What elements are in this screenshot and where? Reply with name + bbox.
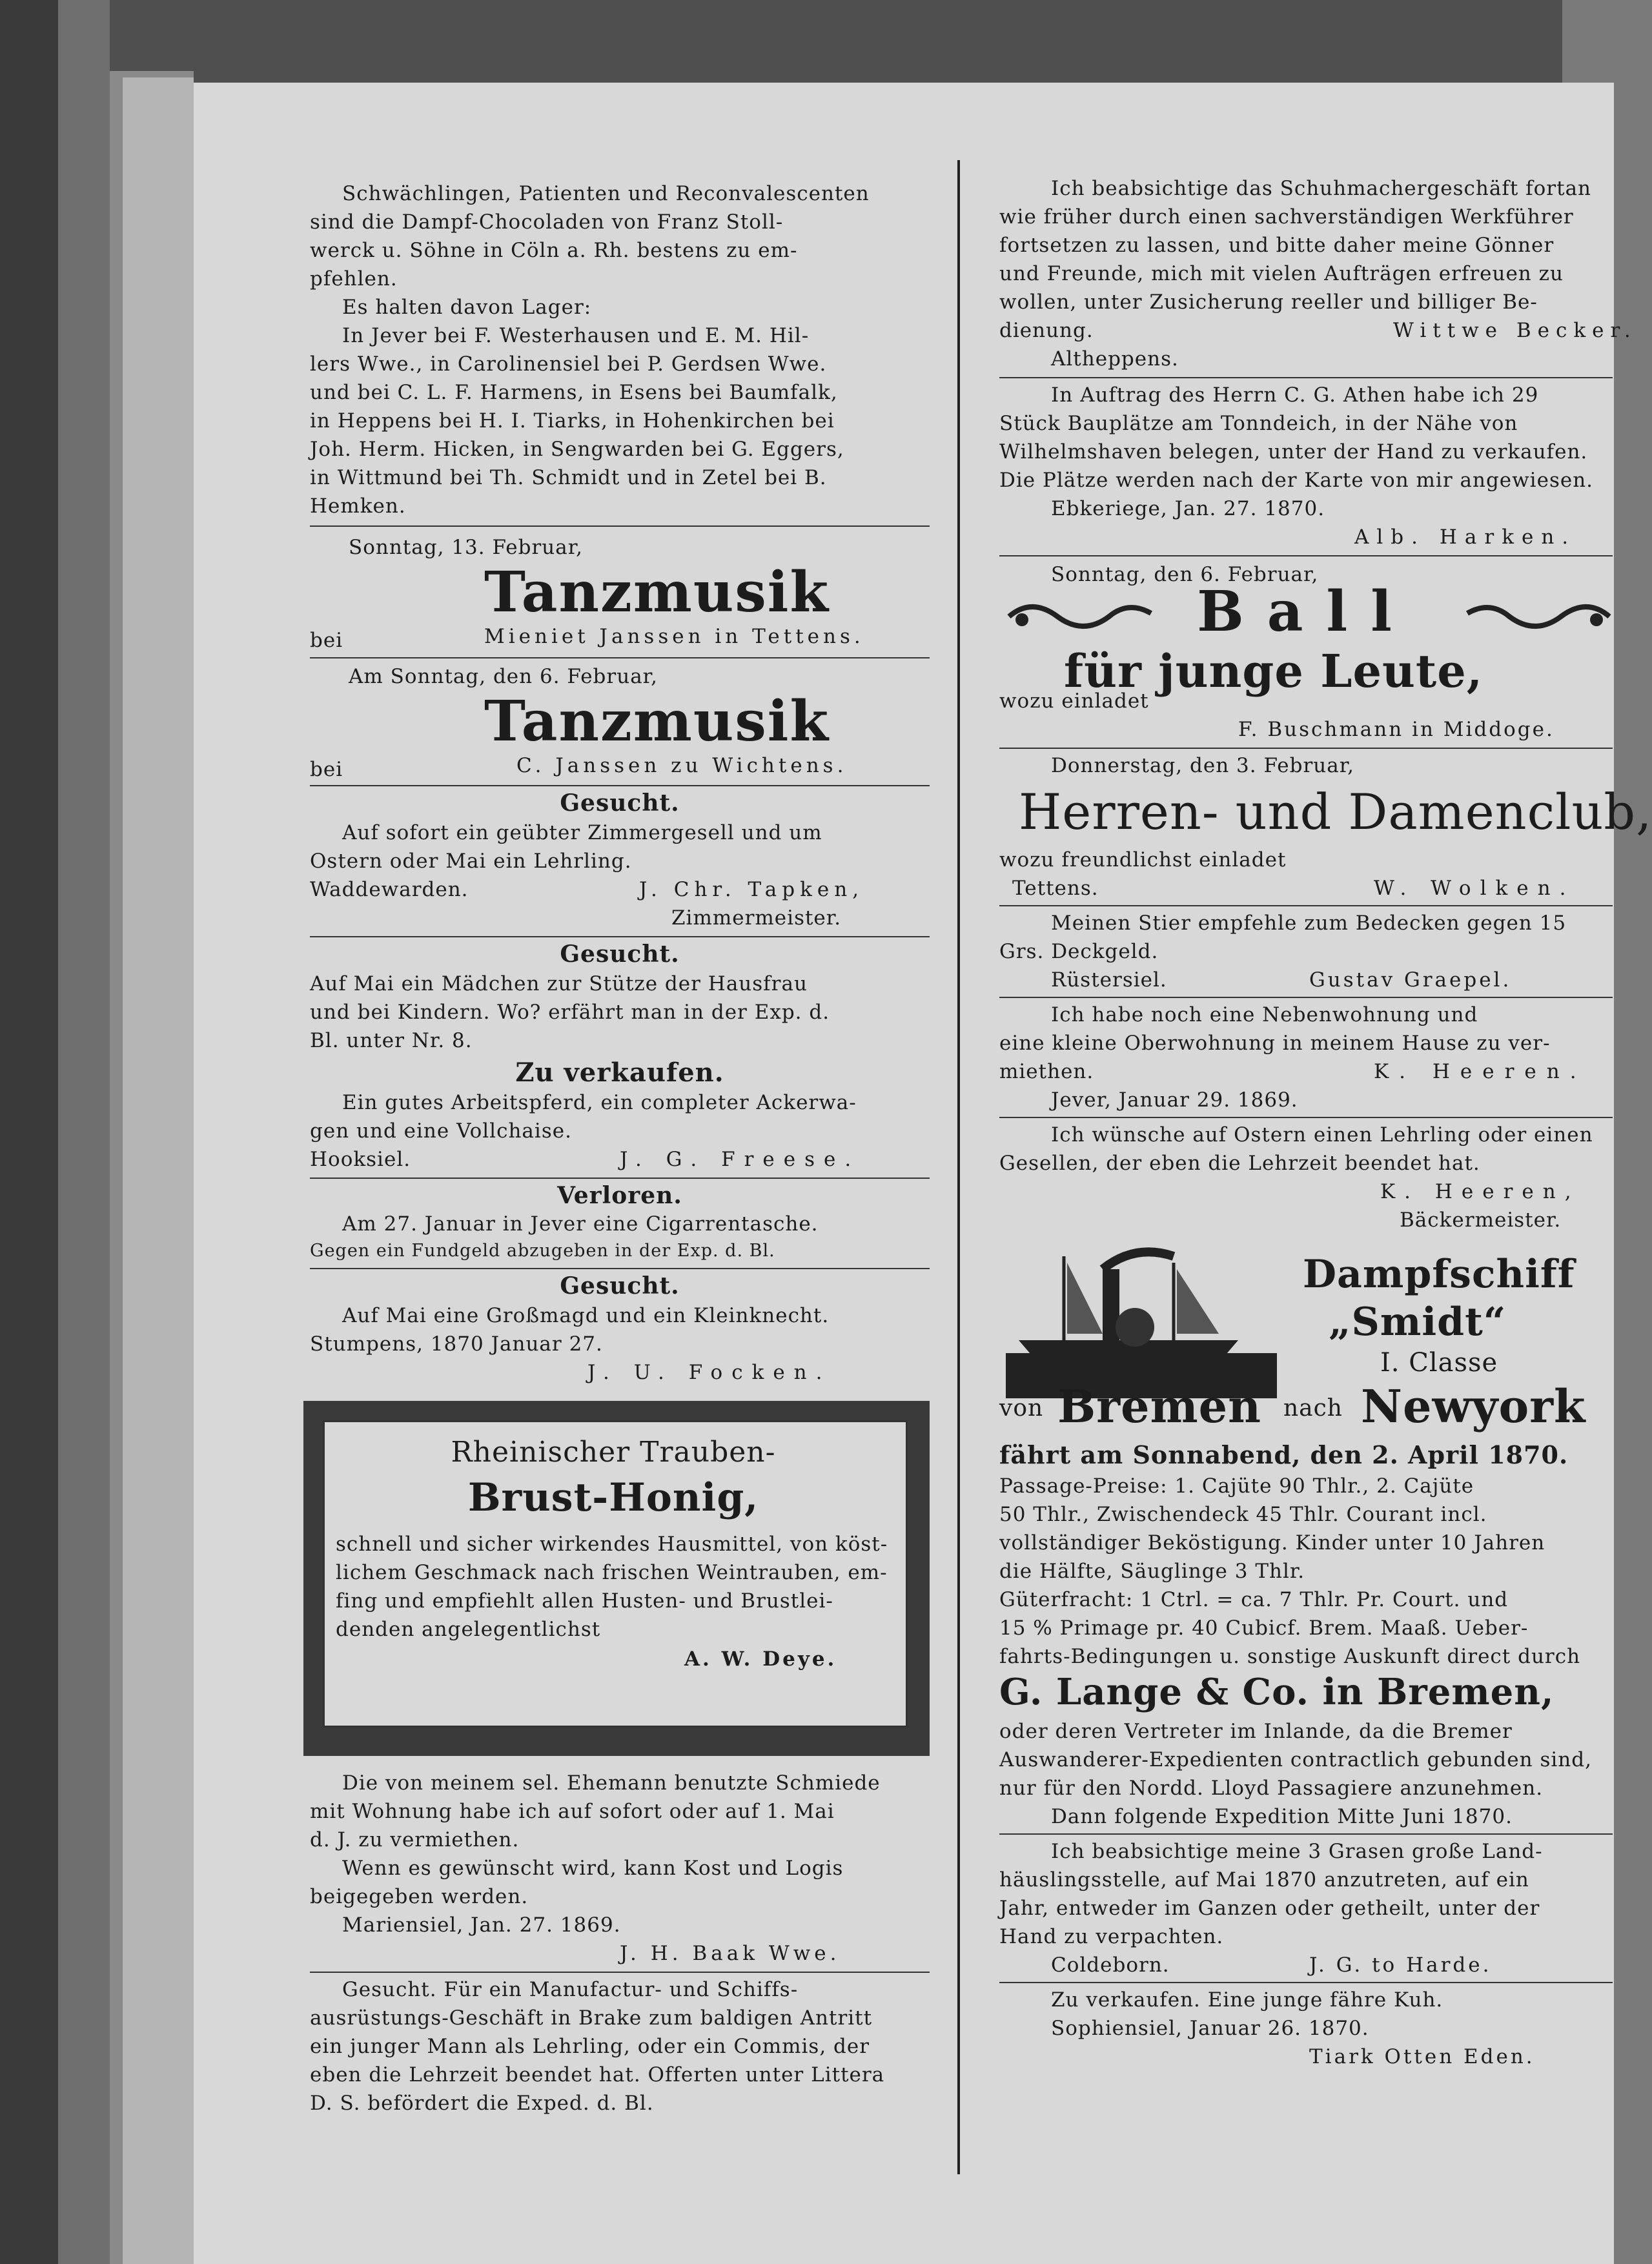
text-line: Gesucht. Für ein Manufactur- und Schiffs-: [342, 1978, 799, 2001]
text-line: nur für den Nordd. Lloyd Passagiere anzunehmen.: [999, 1777, 1544, 1800]
text-line: In Jever bei F. Westerhausen und E. M. Hil-: [342, 324, 810, 347]
text-line: Am 27. Januar in Jever eine Cigarrentasche.: [342, 1212, 819, 1236]
ship-class: I. Classe: [1380, 1348, 1498, 1378]
divider-rule: [999, 555, 1613, 556]
text-line: Joh. Herm. Hicken, in Sengwarden bei G. Eggers,: [310, 438, 844, 461]
event-date: Donnerstag, den 3. Februar,: [1051, 754, 1354, 777]
ad-heading: Gesucht.: [560, 941, 680, 968]
text-line: Die von meinem sel. Ehemann benutzte Schmiede: [342, 1771, 881, 1795]
text-line: mit Wohnung habe ich auf sofort oder auf 1. Mai: [310, 1800, 835, 1823]
text-line: Gesellen, der eben die Lehrzeit beendet hat.: [999, 1152, 1480, 1175]
text-line: werck u. Söhne in Cöln a. Rh. bestens zu em-: [310, 239, 798, 262]
ad-signature: Wittwe Becker.: [1393, 319, 1637, 342]
text-line: Ich wünsche auf Ostern einen Lehrling oder einen: [1051, 1123, 1593, 1147]
text-line: dienung.: [999, 319, 1094, 342]
ad-signature: K. Heeren.: [1374, 1060, 1587, 1083]
text-line: Passage-Preise: 1. Cajüte 90 Thlr., 2. Cajüte: [999, 1474, 1474, 1498]
text-line: lers Wwe., in Carolinensiel bei P. Gerdsen Wwe.: [310, 352, 827, 376]
event-title: Tanzmusik: [484, 560, 830, 625]
ad-place: Hooksiel.: [310, 1148, 411, 1171]
ball-subtitle: für junge Leute,: [1064, 644, 1484, 698]
text-line: Ich habe noch eine Nebenwohnung und: [1051, 1003, 1478, 1026]
divider-rule: [999, 377, 1613, 378]
text-line: schnell und sicher wirkendes Hausmittel, von köst-: [336, 1533, 888, 1556]
text-line: gen und eine Vollchaise.: [310, 1119, 572, 1143]
text-line: Auf Mai ein Mädchen zur Stütze der Hausfrau: [310, 972, 808, 995]
ad-signature: Tiark Otten Eden.: [1309, 2045, 1535, 2068]
ornament-right-icon: [1464, 594, 1613, 639]
text-line: vollständiger Beköstigung. Kinder unter 10 Jahren: [999, 1531, 1545, 1555]
text-line: Ein gutes Arbeitspferd, ein completer Ackerwa-: [342, 1091, 857, 1114]
text-line: Wilhelmshaven belegen, unter der Hand zu verkaufen.: [999, 440, 1588, 464]
ship-title: Dampfschiff: [1303, 1252, 1575, 1297]
ad-heading: Zu verkaufen.: [515, 1057, 724, 1088]
newspaper-page: [194, 83, 1652, 2264]
text-line: Stück Bauplätze am Tonndeich, in der Nähe von: [999, 412, 1518, 435]
event-date: Sonntag, 13. Februar,: [349, 536, 584, 559]
ad-place: Tettens.: [1012, 877, 1099, 900]
text-line: Zu verkaufen. Eine junge fähre Kuh.: [1051, 1988, 1443, 2012]
divider-rule: [310, 1972, 930, 1973]
ornament-left-icon: [1006, 594, 1154, 639]
ad-signature: J. Chr. Tapken,: [639, 878, 864, 901]
text-line: miethen.: [999, 1060, 1094, 1083]
ad-place: Coldeborn.: [1051, 1953, 1170, 1977]
text-line: Mariensiel, Jan. 27. 1869.: [342, 1913, 621, 1937]
text-line: sind die Dampf-Chocoladen von Franz Stoll-: [310, 210, 784, 234]
event-host: C. Janssen zu Wichtens.: [516, 754, 848, 777]
divider-rule: [310, 1178, 930, 1179]
steamship-icon: [1006, 1243, 1277, 1398]
text-line: wie früher durch einen sachverständigen Werkführer: [999, 205, 1574, 229]
divider-rule: [999, 1117, 1613, 1118]
text-line: die Hälfte, Säuglinge 3 Thlr.: [999, 1560, 1305, 1583]
event-host: W. Wolken.: [1374, 877, 1575, 900]
text-line: Stumpens, 1870 Januar 27.: [310, 1332, 603, 1356]
ad-heading: Gesucht.: [560, 790, 680, 817]
event-date: Sonntag, den 6. Februar,: [1051, 563, 1319, 586]
text-line: eine kleine Oberwohnung in meinem Hause zu ver-: [999, 1032, 1551, 1055]
text-line: Gegen ein Fundgeld abzugeben in der Exp. d. Bl.: [310, 1241, 775, 1261]
text-line: Dann folgende Expedition Mitte Juni 1870.: [1051, 1805, 1513, 1828]
event-host: F. Buschmann in Middoge.: [1238, 718, 1555, 741]
text-line: Ebkeriege, Jan. 27. 1870.: [1051, 497, 1325, 520]
club-wozu: wozu freundlichst einladet: [999, 848, 1287, 872]
text-line: Hemken.: [310, 495, 406, 518]
divider-rule: [999, 1833, 1613, 1835]
ad-signature: J. G. Freese.: [620, 1148, 861, 1171]
text-line: Ich beabsichtige das Schuhmachergeschäft fortan: [1051, 177, 1592, 200]
text-line: Güterfracht: 1 Ctrl. = ca. 7 Thlr. Pr. Court. und: [999, 1588, 1509, 1611]
honey-title-2: Brust-Honig,: [467, 1475, 759, 1520]
ad-signature: Gustav Graepel.: [1309, 968, 1512, 992]
ad-place: Altheppens.: [1051, 347, 1179, 371]
divider-rule: [999, 1982, 1613, 1983]
event-bei: bei: [310, 758, 343, 781]
ad-signature: J. U. Focken.: [587, 1361, 831, 1384]
text-line: in Wittmund bei Th. Schmidt und in Zetel bei B.: [310, 466, 827, 489]
ad-role: Bäckermeister.: [1400, 1208, 1562, 1232]
ad-date: Jever, Januar 29. 1869.: [1051, 1088, 1298, 1112]
text-line: oder deren Vertreter im Inlande, da die Bremer: [999, 1720, 1513, 1743]
text-line: beigegeben werden.: [310, 1885, 529, 1908]
column-divider: [957, 160, 960, 2174]
text-line: D. S. befördert die Exped. d. Bl.: [310, 2092, 654, 2115]
ship-firm: G. Lange & Co. in Bremen,: [999, 1671, 1555, 1713]
event-title: Tanzmusik: [484, 689, 830, 754]
text-line: Hand zu verpachten.: [999, 1925, 1224, 1948]
text-line: Wenn es gewünscht wird, kann Kost und Logis: [342, 1857, 844, 1880]
ad-heading: Gesucht.: [560, 1272, 680, 1300]
honey-title-1: Rheinischer Trauben-: [451, 1436, 776, 1469]
text-line: Auf Mai eine Großmagd und ein Kleinknecht.: [342, 1304, 830, 1327]
text-line: Auswanderer-Expedienten contractlich gebunden sind,: [999, 1748, 1592, 1771]
event-bei: bei: [310, 629, 343, 652]
ship-name: „Smidt“: [1329, 1300, 1507, 1345]
text-line: Die Plätze werden nach der Karte von mir angewiesen.: [999, 469, 1594, 492]
text-line: fahrts-Bedingungen u. sonstige Auskunft direct durch: [999, 1645, 1581, 1668]
text-line: Auf sofort ein geübter Zimmergesell und um: [342, 821, 822, 844]
divider-rule: [999, 748, 1613, 749]
ad-signature: J. H. Baak Wwe.: [620, 1942, 841, 1965]
divider-rule: [999, 997, 1613, 998]
text-line: d. J. zu vermiethen.: [310, 1828, 520, 1851]
text-line: Es halten davon Lager:: [342, 296, 592, 319]
club-title: Herren- und Damenclub,: [1019, 783, 1652, 841]
text-line: ein junger Mann als Lehrling, oder ein Commis, der: [310, 2035, 870, 2058]
text-line: In Auftrag des Herrn C. G. Athen habe ich 29: [1051, 383, 1539, 407]
text-line: fortsetzen zu lassen, und bitte daher meine Gönner: [999, 234, 1555, 257]
event-date: Am Sonntag, den 6. Februar,: [349, 665, 658, 688]
text-line: Jahr, entweder im Ganzen oder getheilt, unter der: [999, 1897, 1540, 1920]
ad-role: Zimmermeister.: [671, 906, 842, 930]
text-line: 50 Thlr., Zwischendeck 45 Thlr. Courant incl.: [999, 1503, 1487, 1526]
text-line: eben die Lehrzeit beendet hat. Offerten unter Littera: [310, 2063, 885, 2086]
divider-rule: [310, 657, 930, 658]
ball-title: Ball: [1197, 579, 1415, 644]
text-line: in Heppens bei H. I. Tiarks, in Hohenkirchen bei: [310, 409, 835, 433]
divider-rule: [310, 936, 930, 937]
route-bremen: Bremen: [1057, 1380, 1262, 1433]
text-line: Sophiensiel, Januar 26. 1870.: [1051, 2017, 1369, 2040]
route-nach: nach: [1283, 1395, 1343, 1422]
text-line: und bei Kindern. Wo? erfährt man in der Exp. d.: [310, 1001, 830, 1024]
divider-rule: [310, 525, 930, 527]
text-line: und bei C. L. F. Harmens, in Esens bei Baumfalk,: [310, 381, 838, 404]
divider-rule: [310, 1268, 930, 1269]
text-line: 15 % Primage pr. 40 Cubicf. Brem. Maaß. Ueber-: [999, 1616, 1529, 1640]
divider-rule: [310, 785, 930, 786]
ad-place: Rüstersiel.: [1051, 968, 1167, 992]
ad-signature: Alb. Harken.: [1354, 525, 1576, 549]
text-line: ausrüstungs-Geschäft in Brake zum baldigen Antritt: [310, 2006, 873, 2030]
text-line: lichem Geschmack nach frischen Weintrauben, em-: [336, 1561, 888, 1584]
ad-signature: K. Heeren,: [1380, 1180, 1580, 1203]
route-von: von: [999, 1395, 1044, 1422]
ad-place: Waddewarden.: [310, 878, 469, 901]
ad-signature: J. G. to Harde.: [1309, 1953, 1492, 1977]
divider-rule: [999, 905, 1613, 906]
text-line: Ostern oder Mai ein Lehrling.: [310, 850, 632, 873]
text-line: fing und empfiehlt allen Husten- und Brustlei-: [336, 1589, 833, 1613]
ad-heading: Verloren.: [557, 1182, 682, 1209]
ship-departure: fährt am Sonnabend, den 2. April 1870.: [999, 1440, 1569, 1469]
text-line: wollen, unter Zusicherung reeller und billiger Be-: [999, 291, 1538, 314]
text-line: denden angelegentlichst: [336, 1618, 601, 1641]
event-host: Mieniet Janssen in Tettens.: [484, 625, 864, 648]
text-line: Bl. unter Nr. 8.: [310, 1029, 473, 1052]
ad-signature: A. W. Deye.: [684, 1647, 837, 1671]
text-line: Meinen Stier empfehle zum Bedecken gegen 15: [1051, 912, 1567, 935]
text-line: und Freunde, mich mit vielen Aufträgen erfreuen zu: [999, 262, 1564, 285]
text-line: häuslingsstelle, auf Mai 1870 anzutreten, auf ein: [999, 1868, 1529, 1892]
text-line: Ich beabsichtige meine 3 Grasen große Land-: [1051, 1840, 1543, 1863]
text-line: Schwächlingen, Patienten und Reconvalescenten: [342, 182, 870, 205]
ball-wozu: wozu einladet: [999, 689, 1149, 713]
text-line: pfehlen.: [310, 267, 398, 291]
text-line: Grs. Deckgeld.: [999, 940, 1159, 963]
route-newyork: Newyork: [1361, 1380, 1586, 1433]
